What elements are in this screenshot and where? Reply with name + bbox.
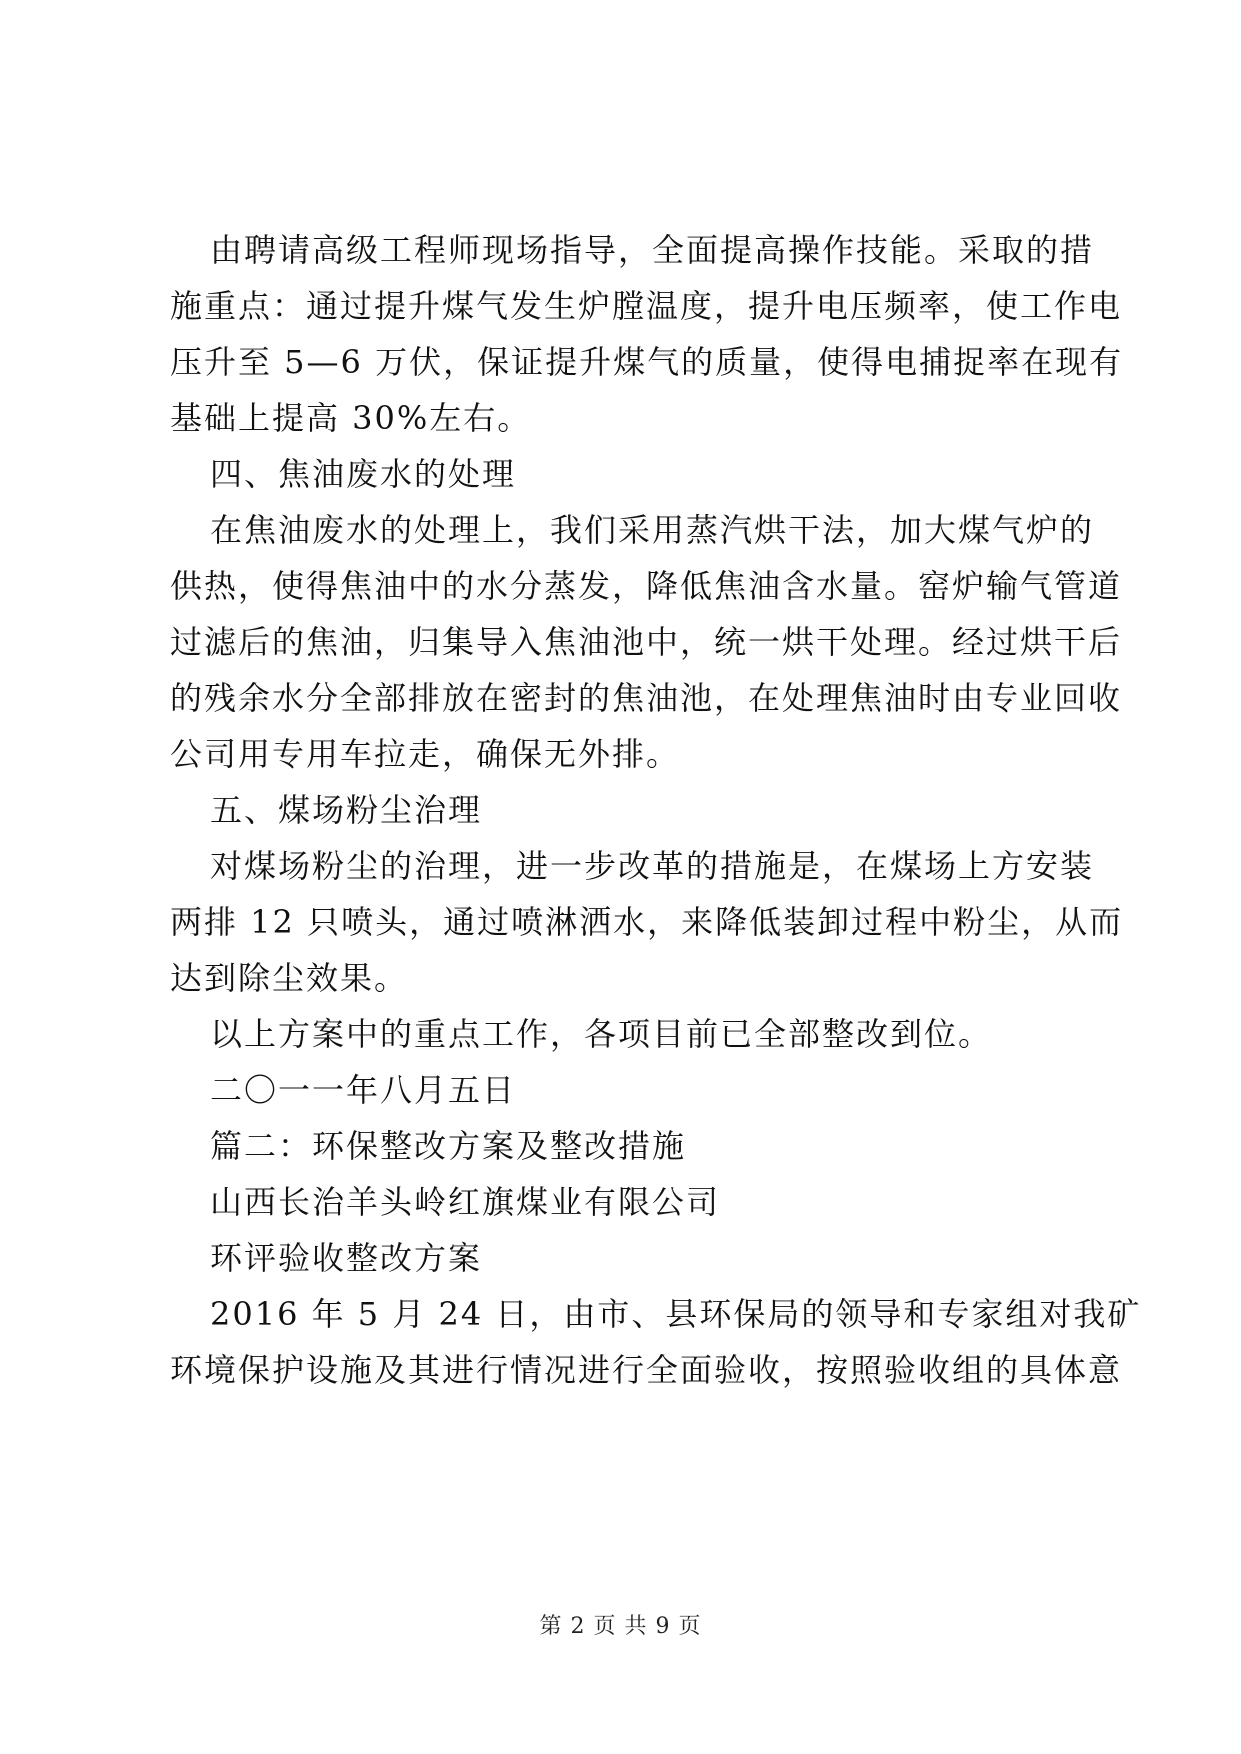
paragraph-line: 过滤后的焦油，归集导入焦油池中，统一烘干处理。经过烘干后 (170, 623, 1123, 661)
paragraph-line: 2016 年 5 月 24 日，由市、县环保局的领导和专家组对我矿 (210, 1295, 1142, 1333)
chapter-title: 篇二：环保整改方案及整改措施 (210, 1127, 687, 1165)
plan-title: 环评验收整改方案 (210, 1239, 483, 1277)
paragraph-line: 基础上提高 30%左右。 (170, 399, 532, 437)
paragraph-line: 两排 12 只喷头，通过喷淋洒水，来降低装卸过程中粉尘，从而 (170, 903, 1124, 941)
date-line: 二〇一一年八月五日 (210, 1071, 517, 1109)
paragraph-line: 对煤场粉尘的治理，进一步改革的措施是，在煤场上方安装 (210, 847, 1095, 885)
section-heading: 五、煤场粉尘治理 (210, 791, 483, 829)
paragraph-line: 由聘请高级工程师现场指导，全面提高操作技能。采取的措 (210, 231, 1095, 269)
paragraph-line: 压升至 5—6 万伏，保证提升煤气的质量，使得电捕捉率在现有 (170, 343, 1124, 381)
paragraph-line: 达到除尘效果。 (170, 959, 409, 997)
page-footer: 第 2 页 共 9 页 (539, 1614, 702, 1639)
section-heading: 四、焦油废水的处理 (210, 455, 517, 493)
paragraph-line: 的残余水分全部排放在密封的焦油池，在处理焦油时由专业回收 (170, 679, 1123, 717)
paragraph-line: 在焦油废水的处理上，我们采用蒸汽烘干法，加大煤气炉的 (210, 511, 1095, 549)
paragraph-line: 供热，使得焦油中的水分蒸发，降低焦油含水量。窑炉输气管道 (170, 567, 1123, 605)
paragraph-line: 以上方案中的重点工作，各项目前已全部整改到位。 (210, 1015, 993, 1053)
company-name: 山西长治羊头岭红旗煤业有限公司 (210, 1183, 721, 1221)
paragraph-line: 公司用专用车拉走，确保无外排。 (170, 735, 681, 773)
paragraph-line: 施重点：通过提升煤气发生炉膛温度，提升电压频率，使工作电 (170, 287, 1123, 325)
paragraph-line: 环境保护设施及其进行情况进行全面验收，按照验收组的具体意 (170, 1351, 1123, 1389)
